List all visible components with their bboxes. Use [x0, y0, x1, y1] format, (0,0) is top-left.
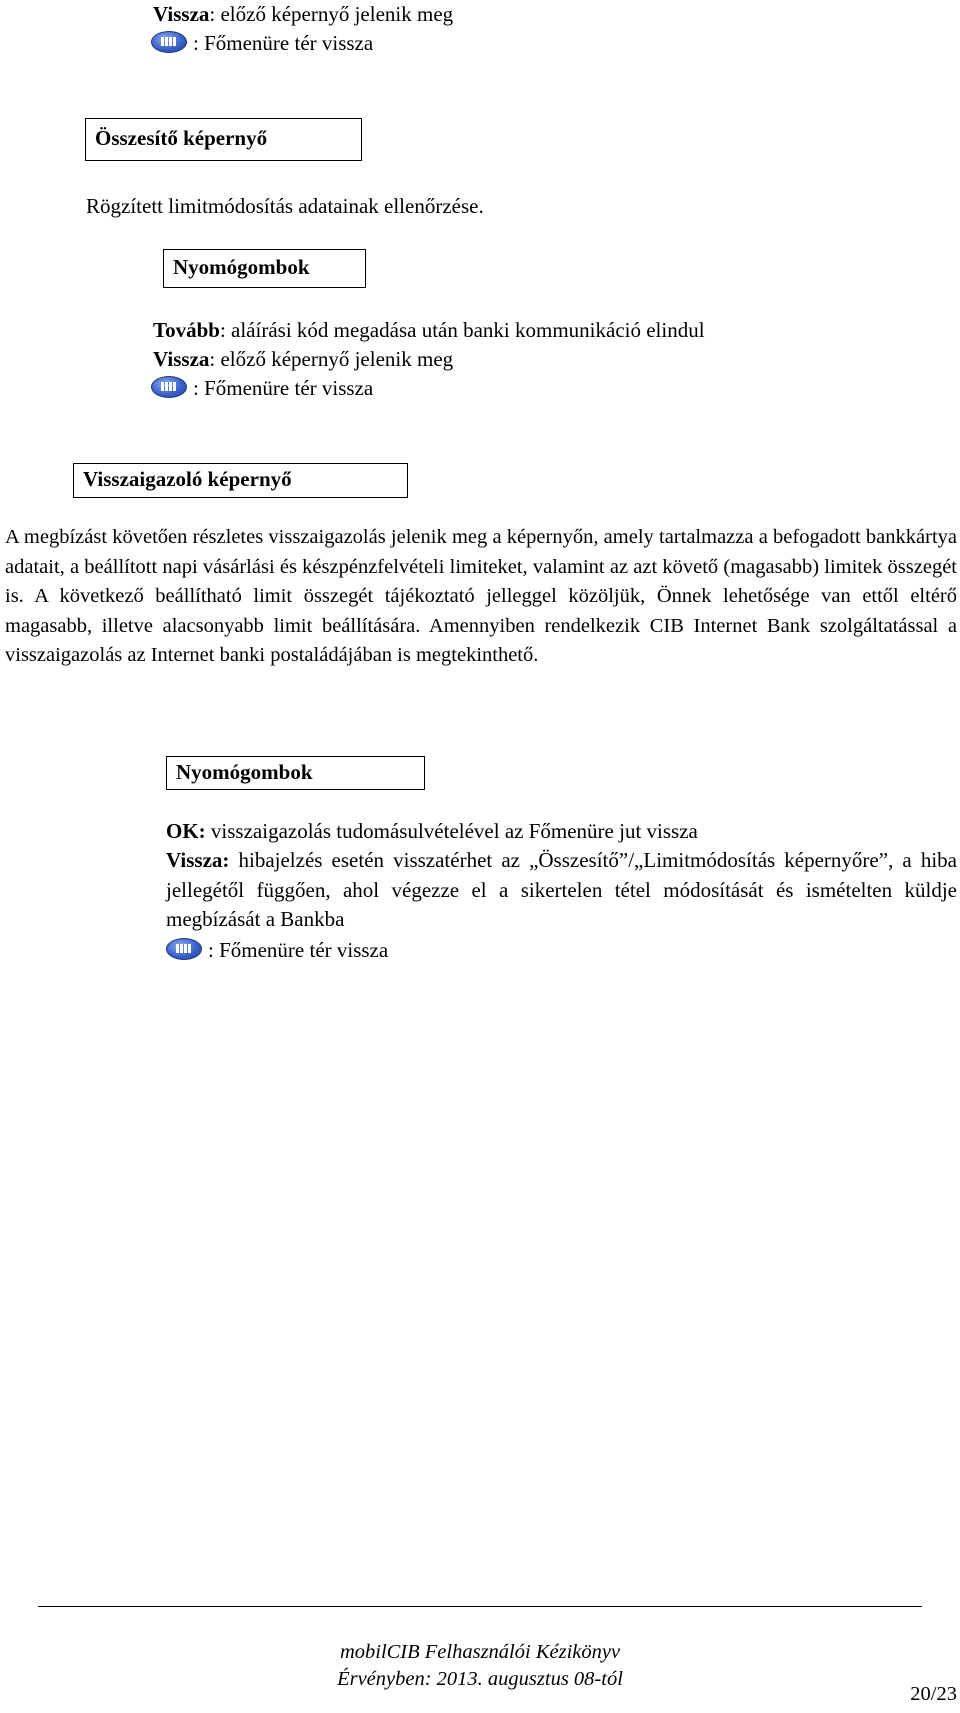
summary-screen-heading: Összesítő képernyő	[85, 118, 362, 161]
home-button-desc-3: : Főmenüre tér vissza	[166, 936, 388, 965]
footer-title: mobilCIB Felhasználói Kézikönyv	[339, 1641, 621, 1663]
home-button-desc-2: : Főmenüre tér vissza	[151, 374, 373, 403]
page-number: 20/23	[910, 1683, 957, 1705]
confirmation-buttons-heading: Nyomógombok	[166, 756, 425, 790]
confirmation-description: A megbízást követően részletes visszaigazolás jelenik meg a képernyőn, amely tartalmazza a befogadott bankkártya adatait, a beállított napi vásárlási és készpénzfelvételi limiteket, valamint az azt követő (magasabb) limitek összegét is. A következő beállítható limit összegét tájékoztató jelleggel közöljük, Önnek lehetősége van ettől eltérő magasabb, illetve alacsonyabb limit beállítására. Amennyiben rendelkezik CIB Internet Bank szolgáltatással a visszaigazolás az Internet banki postaládájában is megtekinthető.	[5, 526, 957, 666]
home-button-desc: : Főmenüre tér vissza	[151, 29, 373, 58]
confirmation-screen-heading: Visszaigazoló képernyő	[73, 463, 408, 498]
footer-validity: Érvényben: 2013. augusztus 08-tól	[337, 1668, 623, 1690]
keyboard-menu-icon	[151, 376, 187, 398]
footer-divider	[38, 1606, 922, 1607]
keyboard-menu-icon	[151, 31, 187, 53]
keyboard-menu-icon	[166, 938, 202, 960]
summary-screen-description: Rögzített limitmódosítás adatainak ellenőrzése.	[86, 194, 484, 218]
back-button-desc-3: Vissza: hibajelzés esetén visszatérhet az „Összesítő”/„Limitmódosítás képernyőre”, a hiba jellegétől függően, ahol végezze el a sikertelen tétel módosítását és ismételten küldje megbízását a Bankba	[166, 848, 957, 931]
ok-button-desc: OK: visszaigazolás tudomásulvételével az Főmenüre jut vissza	[166, 819, 698, 843]
back-button-desc-2: Vissza: előző képernyő jelenik meg	[153, 347, 454, 371]
back-button-desc: Vissza: előző képernyő jelenik meg	[153, 2, 454, 26]
next-button-desc: Tovább: aláírási kód megadása után banki kommunikáció elindul	[153, 318, 705, 342]
summary-buttons-heading: Nyomógombok	[163, 249, 366, 288]
